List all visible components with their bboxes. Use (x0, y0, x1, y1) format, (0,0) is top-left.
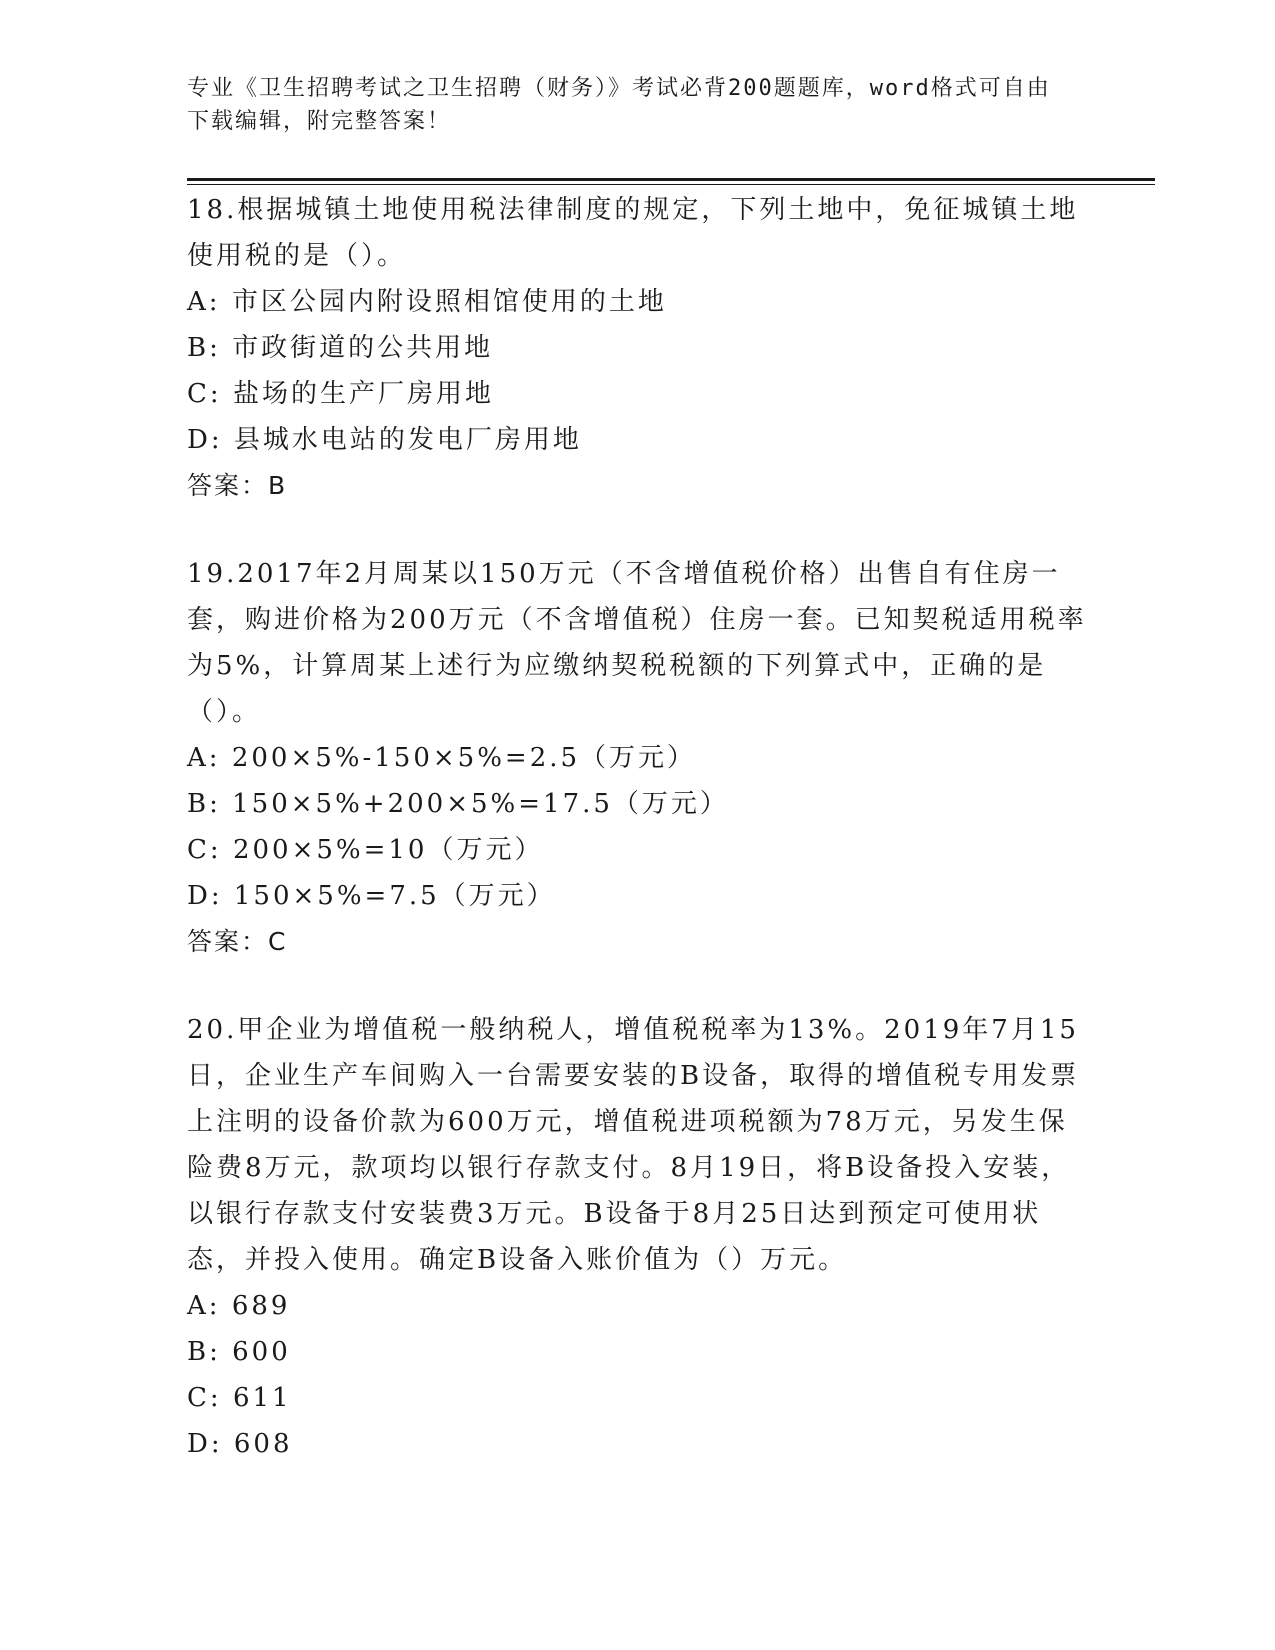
question-spacer (187, 965, 1087, 1007)
option-text: 689 (231, 1291, 291, 1321)
answer-line: 答案：C (187, 927, 288, 956)
header-rule-thick (187, 178, 1155, 181)
option-b (187, 325, 1087, 371)
option-a (187, 279, 1087, 325)
option-text: 608 (233, 1429, 293, 1459)
option-c (187, 1375, 1087, 1421)
option-separator: : (210, 881, 234, 911)
document-header: 专业《卫生招聘考试之卫生招聘（财务）》考试必背200题题库，word格式可自由下载编辑，附完整答案！ (187, 76, 1051, 134)
question-stem: 19.2017年2月周某以150万元（不含增值税价格）出售自有住房一套，购进价格为200万元（不含增值税）住房一套。已知契税适用税率为5%，计算周某上述行为应缴纳契税税额的下列算式中，正确的是（）。 (187, 559, 1087, 727)
option-letter: C (187, 1383, 210, 1413)
option-separator: : (208, 1291, 232, 1321)
question-20 (187, 1007, 1087, 1467)
option-text: 市政街道的公共用地 (232, 333, 494, 363)
option-d (187, 417, 1087, 463)
option-c (187, 371, 1087, 417)
option-text: 市区公园内附设照相馆使用的土地 (231, 287, 667, 317)
option-letter: D (187, 881, 211, 911)
question-stem: 18.根据城镇土地使用税法律制度的规定，下列土地中，免征城镇土地使用税的是（）。 (187, 195, 1079, 271)
question-18 (187, 187, 1087, 509)
option-d (187, 873, 1087, 919)
option-letter: B (187, 789, 210, 819)
option-text: 盐场的生产厂房用地 (232, 379, 494, 409)
option-text: 200×5%=10（万元） (232, 835, 544, 865)
option-b (187, 1329, 1087, 1375)
option-separator: : (210, 425, 234, 455)
option-letter: A (187, 743, 209, 773)
option-letter: D (187, 425, 211, 455)
option-letter: B (187, 1337, 210, 1367)
answer-line: 答案：B (187, 471, 288, 500)
option-b (187, 781, 1087, 827)
option-separator: : (208, 743, 232, 773)
option-c (187, 827, 1087, 873)
option-letter: C (187, 835, 210, 865)
option-text: 200×5%-150×5%=2.5（万元） (231, 743, 697, 773)
option-separator: : (209, 835, 233, 865)
option-separator: : (209, 379, 233, 409)
question-19 (187, 551, 1087, 965)
option-text: 150×5%=7.5（万元） (233, 881, 556, 911)
option-text: 600 (232, 1337, 291, 1367)
option-text: 611 (232, 1383, 292, 1413)
option-separator: : (209, 333, 233, 363)
question-stem: 20.甲企业为增值税一般纳税人，增值税税率为13%。2019年7月15日，企业生产车间购入一台需要安装的B设备，取得的增值税专用发票上注明的设备价款为600万元，增值税进项税额为78万元，另发生保险费8万元，款项均以银行存款支付。8月19日，将B设备投入安装，以银行存款支付安装费3万元。B设备于8月25日达到预定可使用状态，并投入使用。确定B设备入账价值为（）万元。 (187, 1015, 1080, 1275)
option-separator: : (210, 1429, 234, 1459)
option-letter: A (187, 1291, 209, 1321)
question-list (187, 187, 1087, 1467)
option-a (187, 1283, 1087, 1329)
header-rule-thin (187, 184, 1155, 185)
option-separator: : (209, 1337, 233, 1367)
option-separator: : (208, 287, 232, 317)
question-spacer (187, 509, 1087, 551)
option-text: 150×5%+200×5%=17.5（万元） (232, 789, 729, 819)
option-letter: C (187, 379, 210, 409)
option-text: 县城水电站的发电厂房用地 (233, 425, 582, 455)
option-d (187, 1421, 1087, 1467)
option-separator: : (209, 1383, 233, 1413)
option-letter: B (187, 333, 210, 363)
option-a (187, 735, 1087, 781)
option-separator: : (209, 789, 233, 819)
option-letter: A (187, 287, 209, 317)
option-letter: D (187, 1429, 211, 1459)
